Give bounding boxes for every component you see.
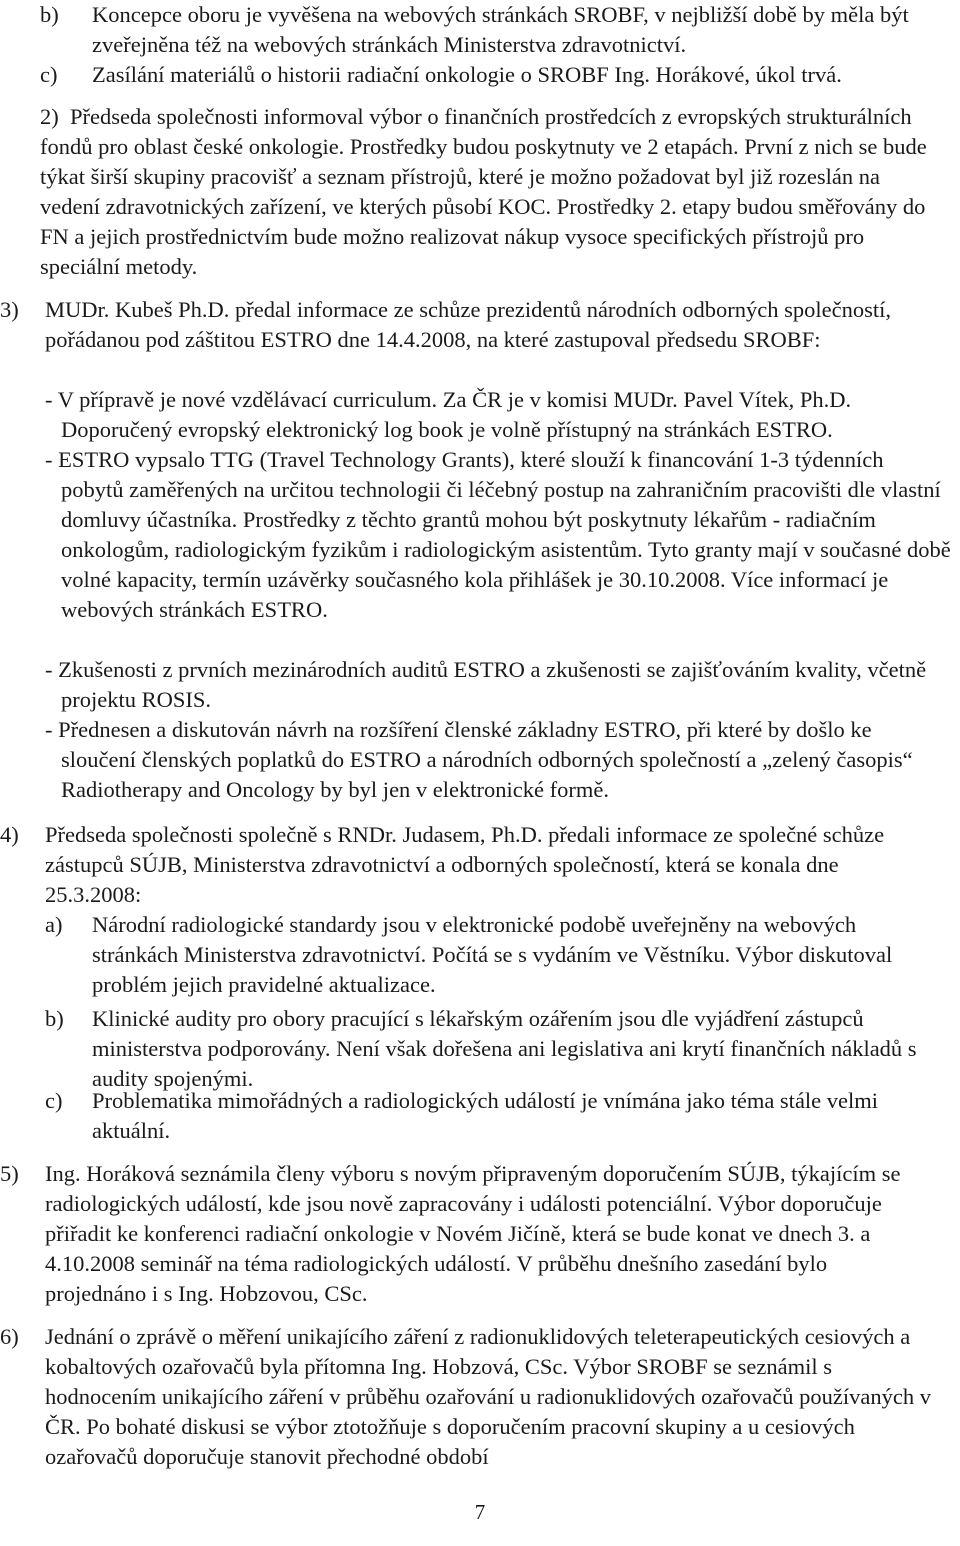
list-item xyxy=(0,0,960,60)
item-text: Jednání o zprávě o měření unikajícího záření z radionuklidových teleterapeutických cesiových a kobaltových ozařovačů byla přítomna Ing. Hobzová, CSc. Výbor SROBF se seznámil s hodnocením unikajícího záření v průběhu ozařování u radionuklidových ozařovačů používaných v ČR. Po bohaté diskusi se výbor ztotožňuje s doporučením pracovní skupiny a u cesiových ozařovačů doporučuje stanovit přechodné období xyxy=(45,1324,931,1469)
bullet-item: - V přípravě je nové vzdělávací curriculum. Za ČR je v komisi MUDr. Pavel Vítek, Ph.D. Doporučený evropský elektronický log book je volně přístupný na stránkách ESTRO. xyxy=(45,387,852,442)
item-text: Předseda společnosti informoval výbor o finančních prostředcích z evropských strukturálních fondů pro oblast české onkologie. Prostředky budou poskytnuty ve 2 etapách. První z nich se bude týkat širší skupiny pracovišť a seznam přístrojů, které je možno požadovat byl již rozeslán na vedení zdravotnických zařízení, ve kterých působí KOC. Prostředky 2. etapy budou směřovány do FN a jejich prostřednictvím bude možno realizovat nákup vysoce specifických přístrojů pro speciální metody. xyxy=(40,104,927,279)
item-number: 2) xyxy=(40,104,59,129)
page-number: 7 xyxy=(474,1500,486,1524)
item-text: Národní radiologické standardy jsou v elektronické podobě uveřejněny na webových stránkách Ministerstva zdravotnictví. Počítá se s vydáním ve Věstníku. Výbor diskutoval problém jejich pravidelné aktualizace. xyxy=(92,912,893,997)
item-label: b) xyxy=(40,2,59,27)
item-number: 3) xyxy=(0,297,19,322)
item-text: MUDr. Kubeš Ph.D. předal informace ze schůze prezidentů národních odborných společností, pořádanou pod záštitou ESTRO dne 14.4.2008, na které zastupoval předsedu SROBF: xyxy=(45,297,892,352)
item-text: Zasílání materiálů o historii radiační onkologie o SROBF Ing. Horákové, úkol trvá. xyxy=(92,62,842,87)
item-number: 6) xyxy=(0,1324,19,1349)
bullet-item: - Přednesen a diskutován návrh na rozšíření členské základny ESTRO, při které by došlo ke sloučení členských poplatků do ESTRO a národních odborných společností a „zelený časopis“ Radiotherapy and Oncology by byl jen v elektronické formě. xyxy=(45,717,913,802)
continued-subitems xyxy=(0,0,960,90)
item-text: Problematika mimořádných a radiologických událostí je vnímána jako téma stále velmi aktuální. xyxy=(92,1088,879,1143)
item-label: c) xyxy=(45,1088,63,1113)
item-label: b) xyxy=(45,1006,64,1031)
item-label: c) xyxy=(40,62,58,87)
item-number: 4) xyxy=(0,822,19,847)
item-text: Klinické audity pro obory pracující s lékařským ozářením jsou dle vyjádření zástupců ministerstva podporovány. Není však dořešena ani legislativa ani krytí finančních nákladů s audity spojenými. xyxy=(92,1006,917,1091)
item-text: Ing. Horáková seznámila členy výboru s novým připraveným doporučením SÚJB, týkajícím se radiologických událostí, kde jsou nově zapracovány i události potenciální. Výbor doporučuje přiřadit ke konferenci radiační onkologie v Novém Jičíně, která se bude konat ve dnech 3. a 4.10.2008 seminář na téma radiologických událostí. V průběhu dnešního zasedání bylo projednáno i s Ing. Hobzovou, CSc. xyxy=(45,1161,901,1306)
list-item xyxy=(0,60,960,90)
bullet-item: - ESTRO vypsalo TTG (Travel Technology Grants), které slouží k financování 1-3 týdenních pobytů zaměřených na určitou technologii či léčebný postup na zahraničním pracovišti dle vlastní domluvy účastníka. Prostředky z těchto grantů mohou být poskytnuty lékařům - radiačním onkologům, radiologickým fyzikům i radiologickým asistentům. Tyto granty mají v současné době volné kapacity, termín uzávěrky současného kola přihlášek je 30.10.2008. Více informací je webových stránkách ESTRO. xyxy=(45,447,951,622)
item-number: 5) xyxy=(0,1161,19,1186)
bullet-item: - Zkušenosti z prvních mezinárodních auditů ESTRO a zkušenosti se zajišťováním kvality, včetně projektu ROSIS. xyxy=(45,657,927,712)
item-text: Předseda společnosti společně s RNDr. Judasem, Ph.D. předali informace ze společné schůze zástupců SÚJB, Ministerstva zdravotnictví a odborných společností, která se konala dne 25.3.2008: xyxy=(45,822,885,907)
item-text: Koncepce oboru je vyvěšena na webových stránkách SROBF, v nejbližší době by měla být zveřejněna též na webových stránkách Ministerstva zdravotnictví. xyxy=(92,2,909,57)
item-label: a) xyxy=(45,912,63,937)
